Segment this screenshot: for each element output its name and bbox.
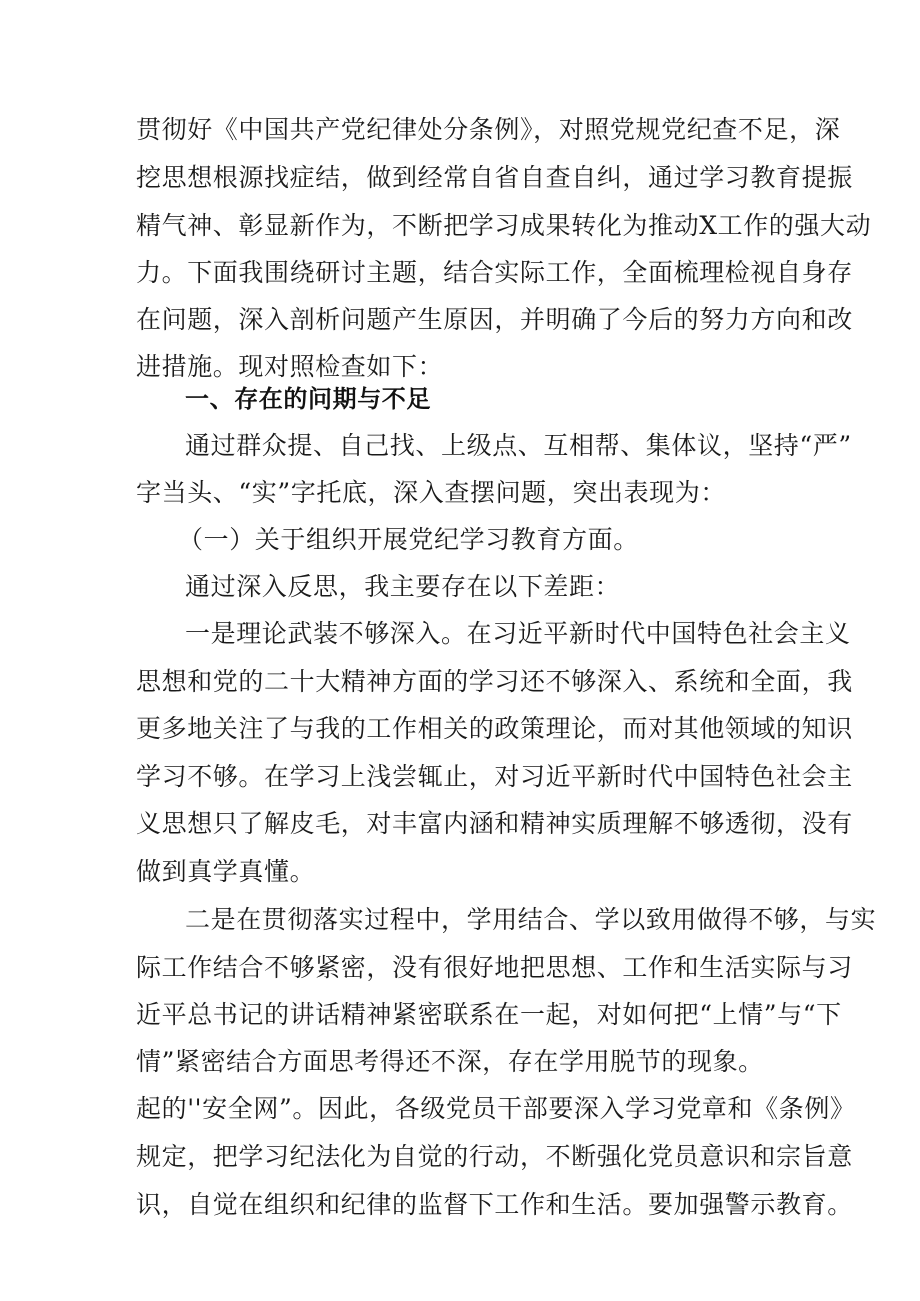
paragraph-line: 识，自觉在组织和纪律的监督下工作和生活。要加强警示教育。 bbox=[136, 1190, 853, 1219]
paragraph-line: 做到真学真懂。 bbox=[136, 857, 316, 886]
paragraph-line: 规定，把学习纪法化为自觉的行动，不断强化党员意识和宗旨意 bbox=[136, 1142, 853, 1171]
paragraph-line: 字当头、“实”字托底，深入查摆问题，突出表现为： bbox=[136, 478, 726, 507]
paragraph-line: 进措施。现对照检查如下： bbox=[136, 352, 444, 381]
section-heading: 一、存在的问期与不足 bbox=[185, 385, 431, 413]
paragraph-line: 贯彻好《中国共产党纪律处分条例》，对照党规党纪查不足，深 bbox=[136, 115, 841, 144]
paragraph-line: 义思想只了解皮毛，对丰富内涵和精神实质理解不够透彻，没有 bbox=[136, 809, 853, 838]
paragraph-line: 在问题，深入剖析问题产生原因，并明确了今后的努力方向和改 bbox=[136, 305, 853, 334]
paragraph-line: 近平总书记的讲话精神紧密联系在一起，对如何把“上情”与“下 bbox=[136, 1000, 842, 1029]
paragraph-line: 情”紧密结合方面思考得还不深，存在学用脱节的现象。 bbox=[136, 1047, 764, 1076]
paragraph-line: 力。下面我围绕研讨主题，结合实际工作，全面梳理检视自身存 bbox=[136, 258, 853, 287]
paragraph-line: 起的''安全网”。因此，各级党员干部要深入学习党章和《条例》 bbox=[136, 1094, 856, 1123]
paragraph-line: 更多地关注了与我的工作相关的政策理论，而对其他领域的知识 bbox=[136, 714, 853, 743]
paragraph-line: 通过深入反思，我主要存在以下差距： bbox=[185, 572, 621, 601]
subsection-heading: （一）关于组织开展党纪学习教育方面。 bbox=[178, 525, 639, 554]
paragraph-line: 学习不够。在学习上浅尝辄止，对习近平新时代中国特色社会主 bbox=[136, 762, 853, 791]
paragraph-line: 二是在贯彻落实过程中，学用结合、学以致用做得不够，与实 bbox=[185, 905, 877, 934]
paragraph-line: 际工作结合不够紧密，没有很好地把思想、工作和生活实际与习 bbox=[136, 953, 853, 982]
paragraph-line: 思想和党的二十大精神方面的学习还不够深入、系统和全面，我 bbox=[136, 667, 853, 696]
paragraph-line: 挖思想根源找症结，做到经常自省自查自纠，通过学习教育提振 bbox=[136, 163, 853, 192]
paragraph-line: 一是理论武装不够深入。在习近平新时代中国特色社会主义 bbox=[185, 619, 851, 648]
paragraph-line: 通过群众提、自己找、上级点、互相帮、集体议，坚持“严” bbox=[185, 431, 852, 460]
paragraph-line: 精气神、彰显新作为，不断把学习成果转化为推动X工作的强大动 bbox=[136, 211, 872, 240]
